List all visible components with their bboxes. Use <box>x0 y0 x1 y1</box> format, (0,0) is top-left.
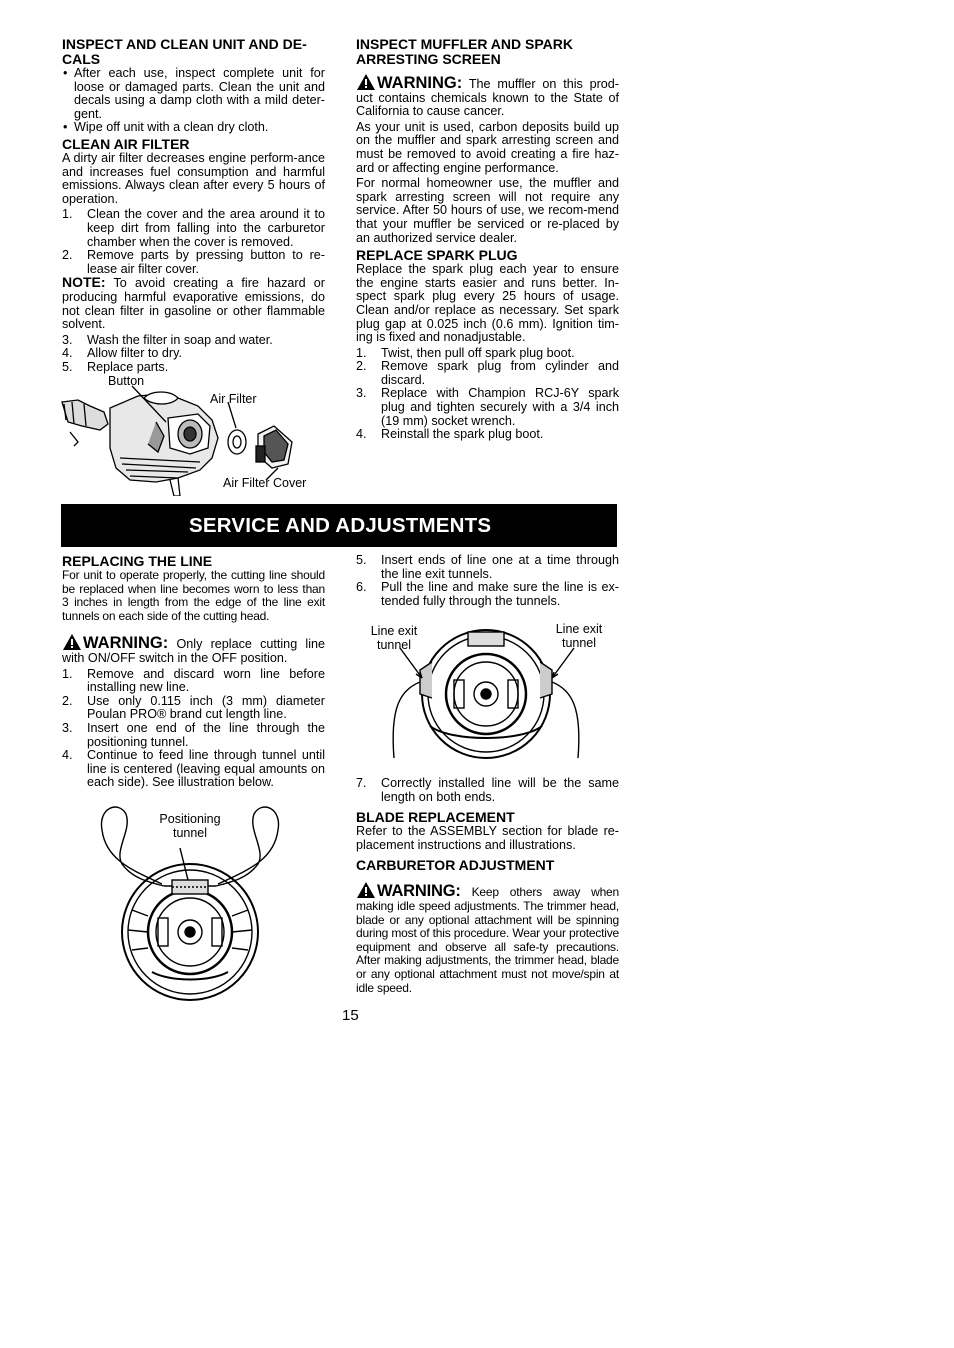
list-item: 5. Replace parts. <box>62 359 169 374</box>
blade-replacement-text: Refer to the ASSEMBLY section for blade re-placement instructions and illustrations. <box>356 824 619 852</box>
warning-label: WARNING: <box>377 74 463 92</box>
replacing-line-warning: WARNING: Only replace cutting line with ON/OFF switch in the OFF position. <box>62 634 326 665</box>
list-item: • After each use, inspect complete unit for loose or damaged parts. Clean the unit and decals using a damp cloth with a mild deter-gent. <box>62 67 325 121</box>
page-number: 15 <box>342 1007 359 1024</box>
inspect-clean-heading: INSPECT AND CLEAN UNIT AND DE-CALS <box>62 36 307 67</box>
warning-icon <box>62 633 82 651</box>
section-title: SERVICE AND ADJUSTMENTS <box>189 514 492 537</box>
air-filter-figure <box>60 372 320 496</box>
bottom-right-column-lower <box>356 777 619 997</box>
list-item: 3. Insert one end of the line through the positioning tunnel. <box>62 720 325 749</box>
warning-icon <box>356 73 376 91</box>
list-item: 3. Replace with Champion RCJ-6Y spark plug and tighten securely with a 3/4 inch (19 mm) socket wrench. <box>356 386 619 428</box>
air-filter-steps-a <box>62 208 325 276</box>
list-item: 1. Clean the cover and the area around it to keep dirt from falling into the carburetor chamber when the cover is removed. <box>62 207 325 249</box>
carburetor-heading: CARBURETOR ADJUSTMENT <box>356 857 555 874</box>
bottom-left-column <box>62 554 325 790</box>
list-item: • Wipe off unit with a clean dry cloth. <box>62 121 325 135</box>
line-exit-tunnel-right-label: Line exit tunnel <box>555 622 603 650</box>
replacing-line-steps-cont <box>356 554 619 608</box>
bottom-right-column <box>356 554 619 608</box>
list-item: 5. Insert ends of line one at a time through the line exit tunnels. <box>356 553 619 581</box>
list-item: 2. Remove spark plug from cylinder and discard. <box>356 359 619 387</box>
muffler-paragraph-1: As your unit is used, carbon deposits build up on the muffler and spark arresting screen and must be removed to avoid creating a fire haz-ard or affecting engine performance. <box>356 119 619 175</box>
muffler-paragraph-2: For normal homeowner use, the muffler and spark arresting screen will not require any service. After 50 hours of use, we recom-mend that your muffler be serviced or re-placed by an authorized service dealer. <box>356 176 619 245</box>
warning-label: WARNING: <box>83 634 169 653</box>
replacing-line-heading: REPLACING THE LINE <box>62 553 213 569</box>
list-item: 3. Wash the filter in soap and water. <box>62 332 273 347</box>
top-left-column <box>62 37 325 374</box>
top-right-column <box>356 37 619 442</box>
line-exit-tunnel-left-label: Line exit tunnel <box>370 624 418 652</box>
spark-plug-heading: REPLACE SPARK PLUG <box>356 247 518 264</box>
replacing-line-step-7 <box>356 777 619 804</box>
positioning-tunnel-figure <box>92 800 288 1012</box>
list-item: 4. Allow filter to dry. <box>62 346 182 361</box>
muffler-warning: WARNING: The muffler on this prod-uct contains chemicals known to the State of California to cause cancer. <box>356 74 619 119</box>
air-filter-note: NOTE: To avoid creating a fire hazard or producing harmful evaporative emissions, do not clean filter in gasoline or other flammable solvent. <box>62 274 325 332</box>
clean-air-filter-intro: A dirty air filter decreases engine perform-ance and increases fuel consumption and harmful emissions. Always clean after every 5 hours of operation. <box>62 150 325 206</box>
replacing-line-steps <box>62 668 325 790</box>
air-filter-label: Air Filter <box>210 392 257 406</box>
air-filter-cover-label: Air Filter Cover <box>223 476 307 490</box>
spark-plug-intro: Replace the spark plug each year to ensure the engine starts easier and runs better. In-spect spark plug every 25 hours of usage. Clean and/or replace as necessary. Set spark plug gap at 0.025 inch (0.6 mm). Ignition tim-ing is fixed and nonadjustable. <box>356 262 619 345</box>
positioning-tunnel-label: Positioning tunnel <box>159 812 221 840</box>
replacing-line-intro: For unit to operate properly, the cutting line should be replaced when line becomes worn to less than 3 inches in length from the edge of the line exit tunnels on each side of the cutting head. <box>62 568 325 623</box>
inspect-clean-list <box>62 67 325 135</box>
carburetor-warning: WARNING: Keep others away when making idle speed adjustments. The trimmer head, blade or any optional attachment will be spinning during most of this procedure. Wear your protective equipment and observe all safe-ty precautions. After making adjustments, the trimmer head, blade or any optional attachment must not move/spin at idle speed. <box>356 882 619 995</box>
list-item: 4. Reinstall the spark plug boot. <box>356 427 544 442</box>
list-item: 7. Correctly installed line will be the same length on both ends. <box>356 776 619 804</box>
muffler-heading: INSPECT MUFFLER AND SPARK ARRESTING SCREEN <box>356 36 573 67</box>
air-filter-steps-b <box>62 334 325 375</box>
warning-label: WARNING: <box>377 882 461 901</box>
line-exit-tunnel-figure <box>360 618 616 764</box>
list-item: 4. Continue to feed line through tunnel until line is centered (leaving equal amounts on each side). See illustration below. <box>62 748 325 790</box>
list-item: 2. Remove parts by pressing button to re-lease air filter cover. <box>62 248 325 276</box>
list-item: 1. Twist, then pull off spark plug boot. <box>356 345 575 360</box>
note-label: NOTE: <box>62 274 106 291</box>
blade-replacement-heading: BLADE REPLACEMENT <box>356 809 515 826</box>
spark-plug-steps <box>356 347 619 442</box>
button-label: Button <box>108 374 145 388</box>
warning-icon <box>356 881 376 899</box>
list-item: 2. Use only 0.115 inch (3 mm) diameter Poulan PRO® brand cut length line. <box>62 693 325 722</box>
clean-air-filter-heading: CLEAN AIR FILTER <box>62 135 190 152</box>
list-item: 6. Pull the line and make sure the line is ex-tended fully through the tunnels. <box>356 580 619 608</box>
list-item: 1. Remove and discard worn line before installing new line. <box>62 666 325 695</box>
section-banner <box>61 504 617 547</box>
